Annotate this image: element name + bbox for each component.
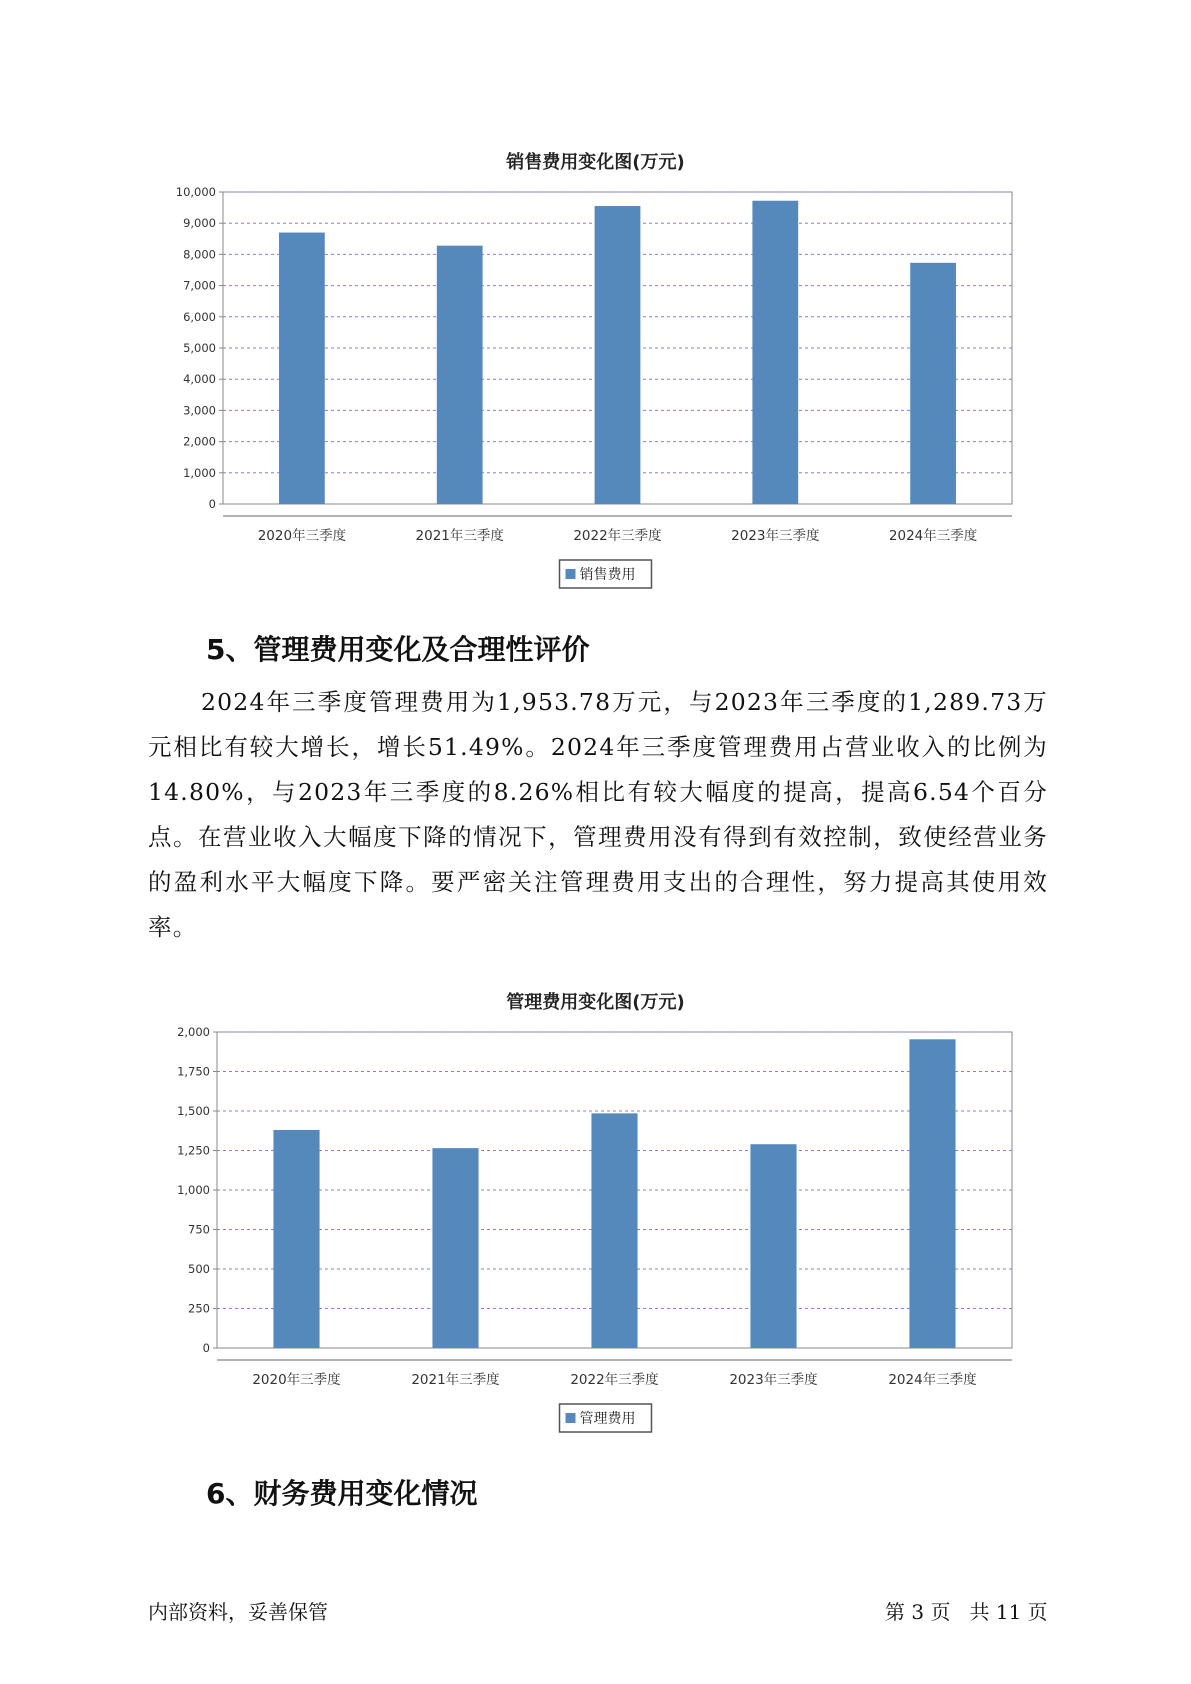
x-category-label: 2023年三季度 <box>731 528 820 544</box>
bar <box>432 1148 478 1348</box>
x-category-label: 2020年三季度 <box>252 1372 341 1388</box>
y-tick-label: 1,500 <box>177 1104 210 1118</box>
legend-label: 管理费用 <box>579 1411 636 1427</box>
x-category-label: 2024年三季度 <box>888 1372 977 1388</box>
y-tick-label: 2,000 <box>177 1025 210 1039</box>
legend-label: 销售费用 <box>579 567 636 583</box>
y-tick-label: 1,250 <box>177 1143 210 1158</box>
y-tick-label: 9,000 <box>183 216 216 231</box>
y-tick-label: 1,000 <box>183 465 216 480</box>
y-tick-label: 0 <box>208 497 216 511</box>
y-tick-label: 5,000 <box>183 341 216 355</box>
y-tick-label: 0 <box>202 1341 210 1355</box>
x-category-label: 2020年三季度 <box>257 528 347 544</box>
y-tick-label: 7,000 <box>183 278 216 293</box>
bar <box>437 246 483 504</box>
bar <box>752 201 798 504</box>
section-5-heading: 5、管理费用变化及合理性评价 <box>206 633 590 666</box>
y-tick-label: 2,000 <box>183 434 216 449</box>
section-6-heading: 6、财务费用变化情况 <box>206 1477 478 1510</box>
x-category-label: 2023年三季度 <box>729 1372 818 1388</box>
footer-page-number: 第 3 页 共 11 页 <box>885 1600 1048 1624</box>
x-category-label: 2021年三季度 <box>415 528 504 544</box>
x-category-label: 2022年三季度 <box>573 528 662 544</box>
section-5-paragraph: 2024年三季度管理费用为1,953.78万元，与2023年三季度的1,289.73万元相比有较大增长，增长51.49%。2024年三季度管理费用占营业收入的比例为14.80%，与2023年三季度的8.26%相比有较大幅度的提高，提高6.54个百分点。在营业收入大幅度下降的情况下，管理费用没有得到有效控制，致使经营业务的盈利水平大幅度下降。要严密关注管理费用支出的合理性，努力提高其使用效率。 <box>148 688 1048 941</box>
y-tick-label: 10,000 <box>175 185 216 199</box>
bar <box>910 263 956 504</box>
legend-swatch <box>566 569 576 579</box>
legend <box>560 560 652 588</box>
y-tick-label: 8,000 <box>183 247 216 262</box>
y-tick-label: 1,000 <box>177 1183 210 1197</box>
sales-chart-title: 销售费用变化图(万元) <box>506 152 685 173</box>
bar <box>591 1113 637 1348</box>
y-tick-label: 1,750 <box>177 1064 210 1079</box>
bar <box>595 206 641 504</box>
y-tick-label: 500 <box>188 1262 210 1276</box>
bar <box>909 1039 955 1348</box>
y-tick-label: 4,000 <box>183 372 216 387</box>
x-category-label: 2024年三季度 <box>888 528 978 544</box>
x-category-label: 2021年三季度 <box>411 1372 500 1388</box>
admin-chart-title: 管理费用变化图(万元) <box>506 992 685 1013</box>
y-tick-label: 750 <box>188 1222 210 1237</box>
admin-expense-chart <box>0 1010 1191 1460</box>
legend-swatch <box>566 1413 576 1423</box>
y-tick-label: 6,000 <box>183 309 216 324</box>
bar <box>273 1130 319 1348</box>
footer-confidential-note: 内部资料，妥善保管 <box>148 1600 328 1624</box>
y-tick-label: 250 <box>188 1301 210 1316</box>
bar <box>279 233 325 504</box>
bar <box>750 1144 796 1348</box>
legend <box>560 1404 652 1432</box>
sales-expense-chart <box>0 170 1191 620</box>
x-category-label: 2022年三季度 <box>570 1372 659 1388</box>
y-tick-label: 3,000 <box>183 403 216 418</box>
